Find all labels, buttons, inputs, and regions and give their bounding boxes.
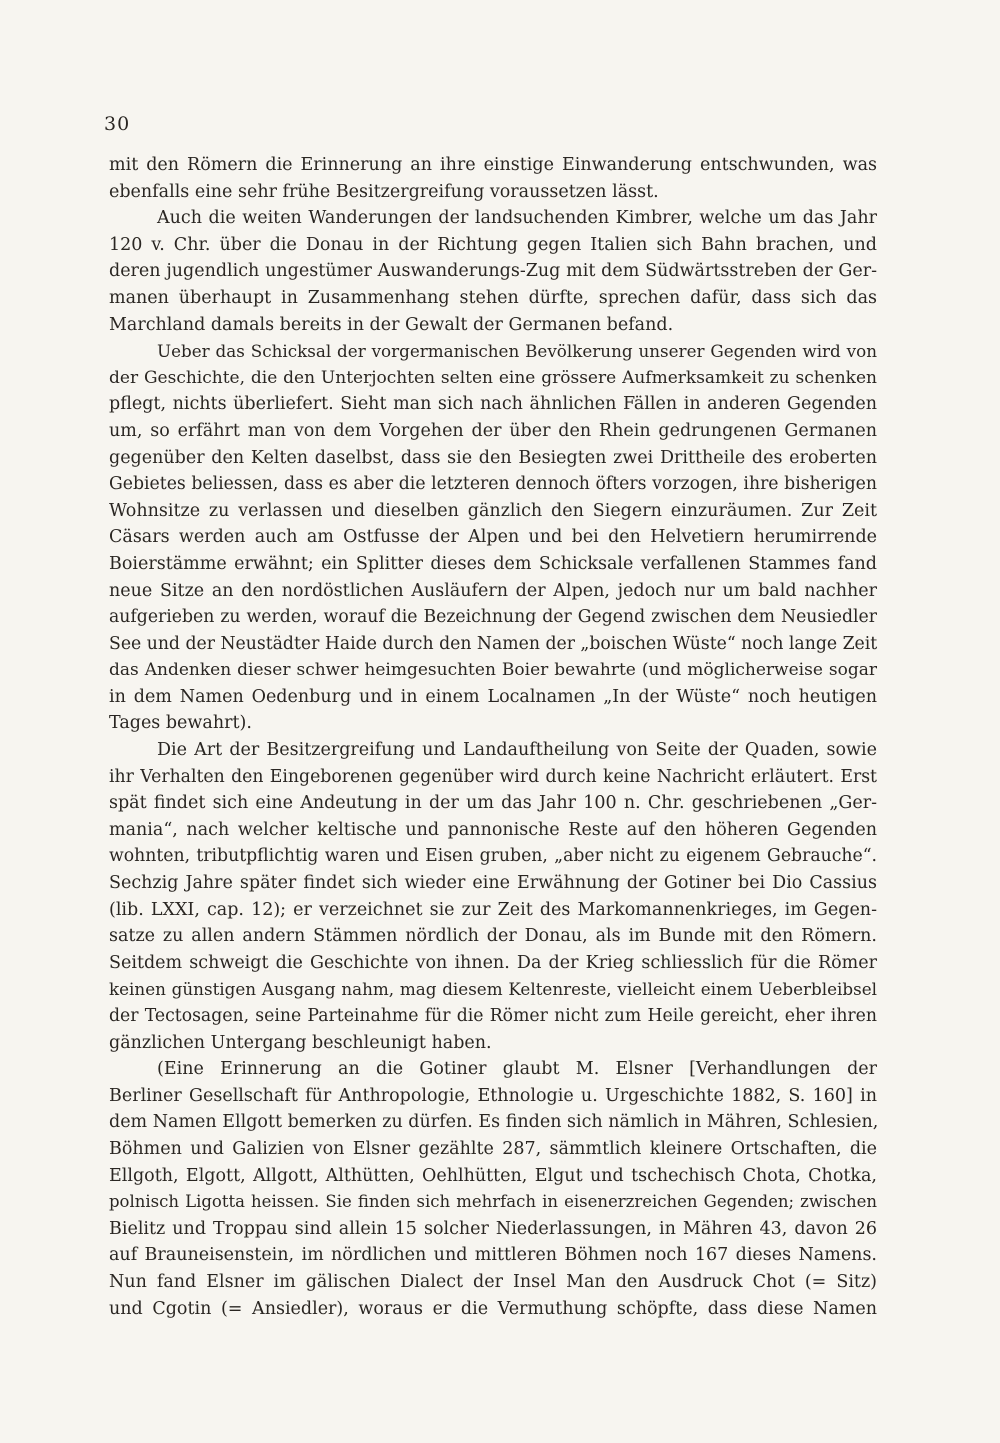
text-line: spät findet sich eine Andeutung in der um das Jahr 100 n. Chr. geschriebenen „Ger- [109,793,877,814]
text-line: Wohnsitze zu verlassen und dieselben gänzlich den Siegern einzuräumen. Zur Zeit [109,500,877,521]
text-line: Ueber das Schicksal der vorgermanischen Bevölkerung unserer Gegenden wird von [157,341,877,362]
text-line: in dem Namen Oedenburg und in einem Localnamen „In der Wüste“ noch heutigen [109,686,877,707]
text-line: gegenüber den Kelten daselbst, dass sie den Besiegten zwei Drittheile des eroberten [109,447,877,468]
text-line: Boierstämme erwähnt; ein Splitter dieses dem Schicksale verfallenen Stammes fand [109,553,877,574]
text-line: 120 v. Chr. über die Donau in der Richtung gegen Italien sich Bahn brachen, und [109,234,877,255]
text-line: neue Sitze an den nordöstlichen Ausläufern der Alpen, jedoch nur um bald nachher [109,580,877,601]
text-line: das Andenken dieser schwer heimgesuchten Boier bewahrte (und möglicherweise sogar [109,660,877,681]
text-line: pflegt, nichts überliefert. Sieht man sich nach ähnlichen Fällen in anderen Gegenden [109,394,877,415]
text-line: deren jugendlich ungestümer Auswanderungs-Zug mit dem Südwärtsstreben der Ger- [109,261,877,282]
text-line: der Geschichte, die den Unterjochten selten eine grössere Aufmerksamkeit zu schenken [109,367,877,388]
text-line: Sechzig Jahre später findet sich wieder eine Erwähnung der Gotiner bei Dio Cassius [109,873,877,894]
text-line: um, so erfährt man von dem Vorgehen der über den Rhein gedrungenen Germanen [109,420,877,441]
page-number: 30 [104,113,131,135]
text-line: Nun fand Elsner im gälischen Dialect der Insel Man den Ausdruck Chot (= Sitz) [109,1271,877,1292]
text-line: manen überhaupt in Zusammenhang stehen dürfte, sprechen dafür, dass sich das [109,287,877,308]
text-line: Cäsars werden auch am Ostfusse der Alpen und bei den Helvetiern herumirrende [109,527,877,548]
text-line: Bielitz und Troppau sind allein 15 solcher Niederlassungen, in Mähren 43, davon 26 [109,1218,877,1239]
text-line: Berliner Gesellschaft für Anthropologie, Ethnologie u. Urgeschichte 1882, S. 160] in [109,1085,877,1106]
text-line: ebenfalls eine sehr frühe Besitzergreifung voraussetzen lässt. [109,181,659,202]
text-line: mania“, nach welcher keltische und pannonische Reste auf den höheren Gegenden [109,819,877,840]
text-line: gänzlichen Untergang beschleunigt haben. [109,1032,492,1053]
text-line: Auch die weiten Wanderungen der landsuchenden Kimbrer, welche um das Jahr [157,208,877,229]
text-line: und Cgotin (= Ansiedler), woraus er die Vermuthung schöpfte, dass diese Namen [109,1298,877,1319]
text-line: keinen günstigen Ausgang nahm, mag diesem Keltenreste, vielleicht einem Ueberbleibsel [109,979,877,1000]
text-line: Die Art der Besitzergreifung und Landauftheilung von Seite der Quaden, sowie [157,740,877,761]
text-line: polnisch Ligotta heissen. Sie finden sich mehrfach in eisenerzreichen Gegenden; zwischen [109,1192,877,1212]
text-line: satze zu allen andern Stämmen nördlich der Donau, als im Bunde mit den Römern. [109,926,877,947]
text-line: See und der Neustädter Haide durch den Namen der „boischen Wüste“ noch lange Zeit [109,633,878,654]
text-line: mit den Römern die Erinnerung an ihre einstige Einwanderung entschwunden, was [109,155,877,175]
text-line: dem Namen Ellgott bemerken zu dürfen. Es finden sich nämlich in Mähren, Schlesien, [109,1112,879,1133]
text-line: der Tectosagen, seine Parteinahme für die Römer nicht zum Heile gereicht, eher ihren [109,1006,877,1026]
text-line: auf Brauneisenstein, im nördlichen und mittleren Böhmen noch 167 dieses Namens. [109,1245,877,1266]
body-text [109,152,877,1322]
text-line: wohnten, tributpflichtig waren und Eisen gruben, „aber nicht zu eigenem Gebrauche“. [109,846,877,867]
text-line: Tages bewahrt). [109,713,252,734]
text-line: Seitdem schweigt die Geschichte von ihnen. Da der Krieg schliesslich für die Römer [109,952,877,973]
text-line: (Eine Erinnerung an die Gotiner glaubt M. Elsner [Verhandlungen der [157,1059,877,1080]
text-line: ihr Verhalten den Eingeborenen gegenüber wird durch keine Nachricht erläutert. Erst [109,766,877,787]
text-line: aufgerieben zu werden, worauf die Bezeichnung der Gegend zwischen dem Neusiedler [109,607,877,628]
text-line: Marchland damals bereits in der Gewalt der Germanen befand. [109,314,674,335]
text-line: Böhmen und Galizien von Elsner gezählte 287, sämmtlich kleinere Ortschaften, die [109,1138,877,1159]
text-line: (lib. LXXI, cap. 12); er verzeichnet sie zur Zeit des Markomannenkrieges, im Gegen- [109,899,877,920]
text-line: Gebietes beliessen, dass es aber die letzteren dennoch öfters vorzogen, ihre bisherigen [109,474,877,495]
text-line: Ellgoth, Elgott, Allgott, Althütten, Oehlhütten, Elgut und tschechisch Chota, Chotka, [109,1165,877,1186]
